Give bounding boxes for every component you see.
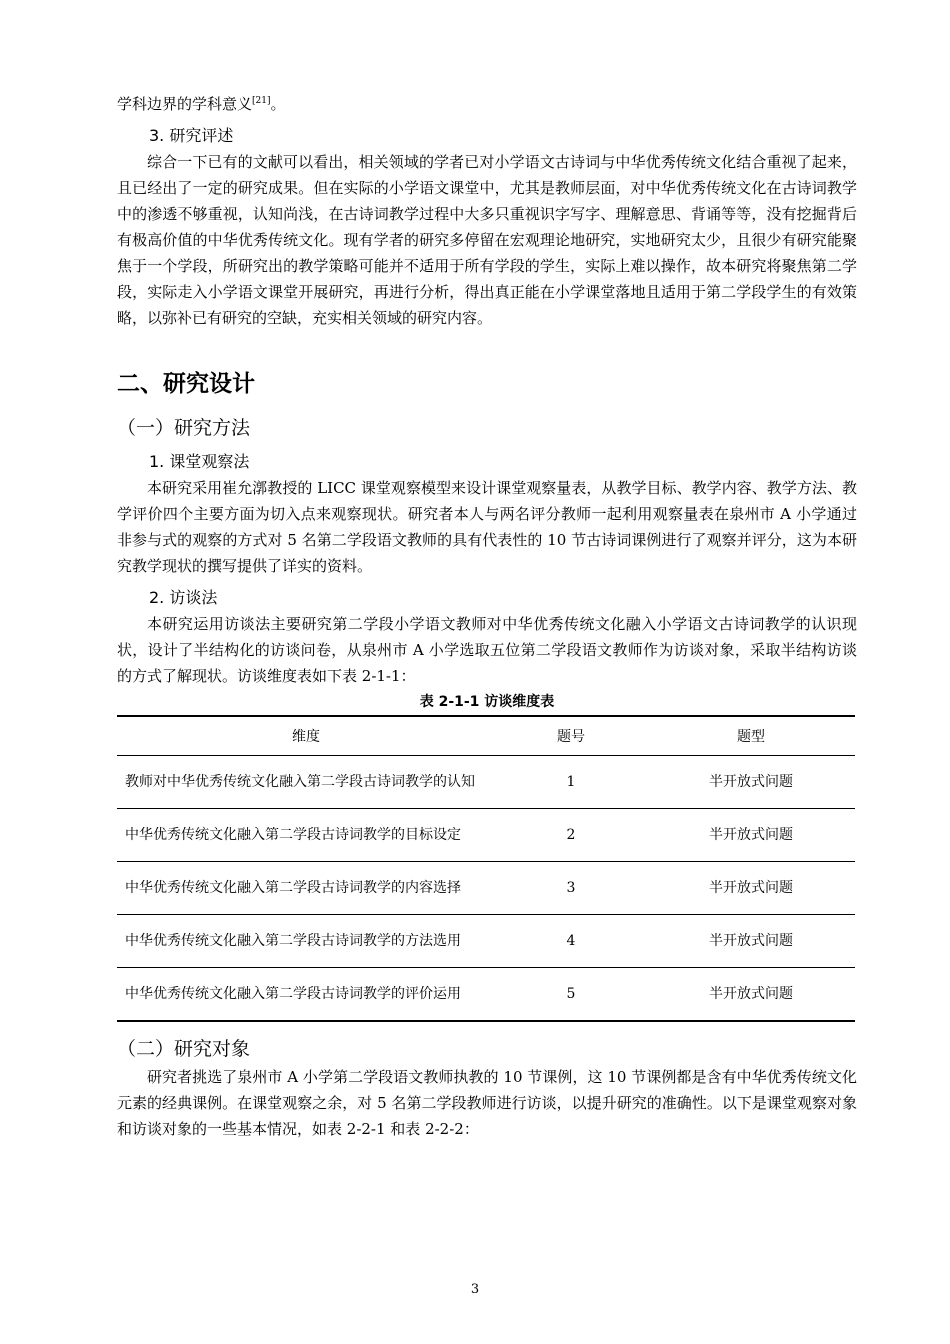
review-paragraph: 综合一下已有的文献可以看出，相关领域的学者已对小学语文古诗词与中华优秀传统文化结合重视了起来，且已经出了一定的研究成果。但在实际的小学语文课堂中，尤其是教师层面，对中华优秀传统文化在古诗词教学中的渗透不够重视，认知尚浅，在古诗词教学过程中大多只重视识字写字、理解意思、背诵等等，没有挖掘背后有极高价值的中华优秀传统文化。现有学者的研究多停留在宏观理论地研究，实地研究太少，且很少有研究能聚焦于一个学段，所研究出的教学策略可能并不适用于所有学段的学生，实际上难以操作，故本研究将聚焦第二学段，实际走入小学语文课堂开展研究，再进行分析，得出真正能在小学课堂落地且适用于第二学段学生的有效策略，以弥补已有研究的空缺，充实相关领域的研究内容。 bbox=[117, 153, 857, 327]
cell-dimension: 教师对中华优秀传统文化融入第二学段古诗词教学的认知 bbox=[117, 756, 495, 809]
table-row bbox=[117, 968, 855, 1022]
page-number: 3 bbox=[470, 1282, 480, 1297]
section-heading-review: 3. 研究评述 bbox=[149, 126, 234, 145]
cell-question-type: 半开放式问题 bbox=[647, 915, 855, 968]
cell-dimension: 中华优秀传统文化融入第二学段古诗词教学的目标设定 bbox=[117, 809, 495, 862]
subjects-heading: （二）研究对象 bbox=[117, 1038, 251, 1060]
citation-ref: [21] bbox=[252, 96, 271, 106]
header-dimension: 维度 bbox=[117, 716, 495, 756]
header-question-no: 题号 bbox=[495, 716, 647, 756]
interview-paragraph: 本研究运用访谈法主要研究第二学段小学语文教师对中华优秀传统文化融入小学语文古诗词教学的认识现状，设计了半结构化的访谈问卷，从泉州市 A 小学选取五位第二学段语文教师作为访谈对象，采取半结构访谈的方式了解现状。访谈维度表如下表 2-1-1： bbox=[117, 615, 857, 685]
chapter-heading: 二、研究设计 bbox=[117, 371, 255, 397]
intro-text: 学科边界的学科意义 bbox=[117, 95, 253, 113]
table-header-row bbox=[117, 716, 855, 756]
interview-heading: 2. 访谈法 bbox=[149, 588, 218, 607]
page-content bbox=[117, 88, 857, 1142]
cell-question-no: 1 bbox=[495, 756, 647, 809]
cell-question-type: 半开放式问题 bbox=[647, 809, 855, 862]
intro-end: 。 bbox=[270, 95, 286, 113]
table-row bbox=[117, 915, 855, 968]
observation-heading: 1. 课堂观察法 bbox=[149, 452, 250, 471]
cell-question-no: 5 bbox=[566, 986, 576, 1002]
table-row bbox=[117, 862, 855, 915]
cell-question-no: 4 bbox=[495, 915, 647, 968]
cell-question-type: 半开放式问题 bbox=[647, 756, 855, 809]
subjects-paragraph: 研究者挑选了泉州市 A 小学第二学段语文教师执教的 10 节课例，这 10 节课例都是含有中华优秀传统文化元素的经典课例。在课堂观察之余，对 5 名第二学段教师进行访谈，以提升研究的准确性。以下是课堂观察对象和访谈对象的一些基本情况，如表 2-2-1 和表 2-2-2： bbox=[117, 1068, 857, 1138]
cell-question-type: 半开放式问题 bbox=[709, 986, 793, 1002]
cell-question-no: 3 bbox=[495, 862, 647, 915]
table-row bbox=[117, 809, 855, 862]
interview-dimension-table bbox=[117, 715, 855, 1022]
intro-line bbox=[117, 88, 857, 117]
cell-question-type: 半开放式问题 bbox=[647, 862, 855, 915]
table-row bbox=[117, 756, 855, 809]
cell-dimension: 中华优秀传统文化融入第二学段古诗词教学的方法选用 bbox=[117, 915, 495, 968]
header-question-type: 题型 bbox=[647, 716, 855, 756]
cell-dimension: 中华优秀传统文化融入第二学段古诗词教学的内容选择 bbox=[117, 862, 495, 915]
cell-dimension: 中华优秀传统文化融入第二学段古诗词教学的评价运用 bbox=[125, 986, 461, 1002]
table-caption: 表 2-1-1 访谈维度表 bbox=[419, 694, 555, 710]
methods-heading: （一）研究方法 bbox=[117, 417, 251, 439]
observation-paragraph: 本研究采用崔允漷教授的 LICC 课堂观察模型来设计课堂观察量表，从教学目标、教学内容、教学方法、教学评价四个主要方面为切入点来观察现状。研究者本人与两名评分教师一起利用观察量表在泉州市 A 小学通过非参与式的观察的方式对 5 名第二学段语文教师的具有代表性的 10 节古诗词课例进行了观察并评分，这为本研究教学现状的撰写提供了详实的资料。 bbox=[117, 479, 857, 575]
cell-question-no: 2 bbox=[495, 809, 647, 862]
